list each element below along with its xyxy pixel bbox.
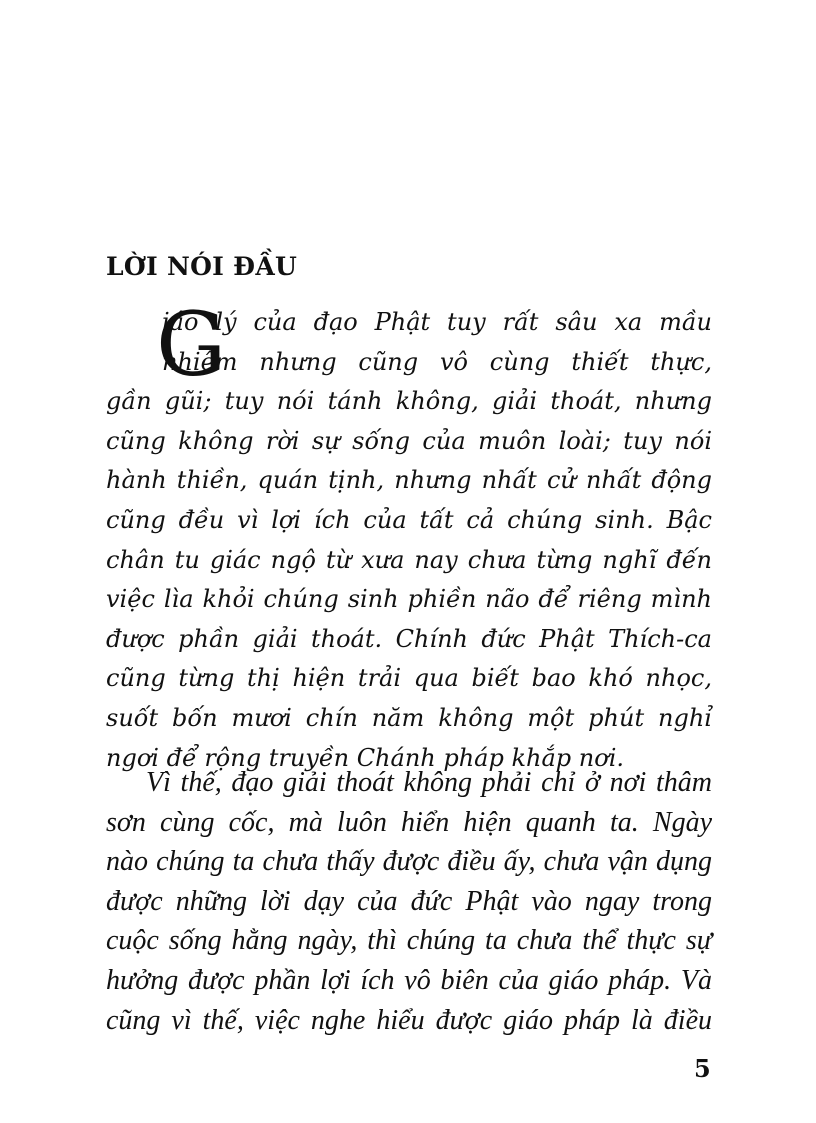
text-line: cuộc sống hằng ngày, thì chúng ta chưa thể thực sự	[106, 925, 712, 957]
page-number: 5	[694, 1054, 711, 1083]
text-line: cũng vì thế, việc nghe hiểu được giáo pháp là điều	[106, 1004, 712, 1036]
text-line: cũng không rời sự sống của muôn loài; tuy nói	[106, 426, 712, 455]
text-line: ngơi để rộng truyền Chánh pháp khắp nơi.	[106, 743, 624, 772]
text-line: cũng từng thị hiện trải qua biết bao khó nhọc,	[106, 664, 712, 693]
text-line: iáo lý của đạo Phật tuy rất sâu xa mầu	[162, 308, 712, 336]
paragraph-1	[106, 293, 712, 778]
text-line: hành thiền, quán tịnh, nhưng nhất cử nhất động	[106, 466, 712, 495]
text-line: chân tu giác ngộ từ xưa nay chưa từng nghĩ đến	[106, 545, 712, 574]
text-line: sơn cùng cốc, mà luôn hiển hiện quanh ta. Ngày	[106, 806, 712, 838]
text-line: gần gũi; tuy nói tánh không, giải thoát, nhưng	[106, 387, 712, 416]
text-line: được những lời dạy của đức Phật vào ngay trong	[106, 885, 712, 917]
text-line: hưởng được phần lợi ích vô biên của giáo pháp. Và	[106, 964, 712, 996]
page-heading: LỜI NÓI ĐẦU	[106, 252, 298, 281]
text-line: cũng đều vì lợi ích của tất cả chúng sinh. Bậc	[106, 505, 712, 534]
text-line: nhiệm nhưng cũng vô cùng thiết thực,	[162, 347, 712, 376]
text-line: nào chúng ta chưa thấy được điều ấy, chưa vận dụng	[106, 846, 712, 878]
text-line: việc lìa khỏi chúng sinh phiền não để riêng mình	[106, 585, 712, 614]
text-line: suốt bốn mươi chín năm không một phút nghỉ	[106, 703, 712, 732]
text-line: được phần giải thoát. Chính đức Phật Thích-ca	[106, 624, 712, 653]
text-line: Vì thế, đạo giải thoát không phải chỉ ở nơi thâm	[146, 767, 712, 798]
drop-cap: G	[156, 293, 227, 396]
paragraph-2	[106, 763, 712, 1040]
